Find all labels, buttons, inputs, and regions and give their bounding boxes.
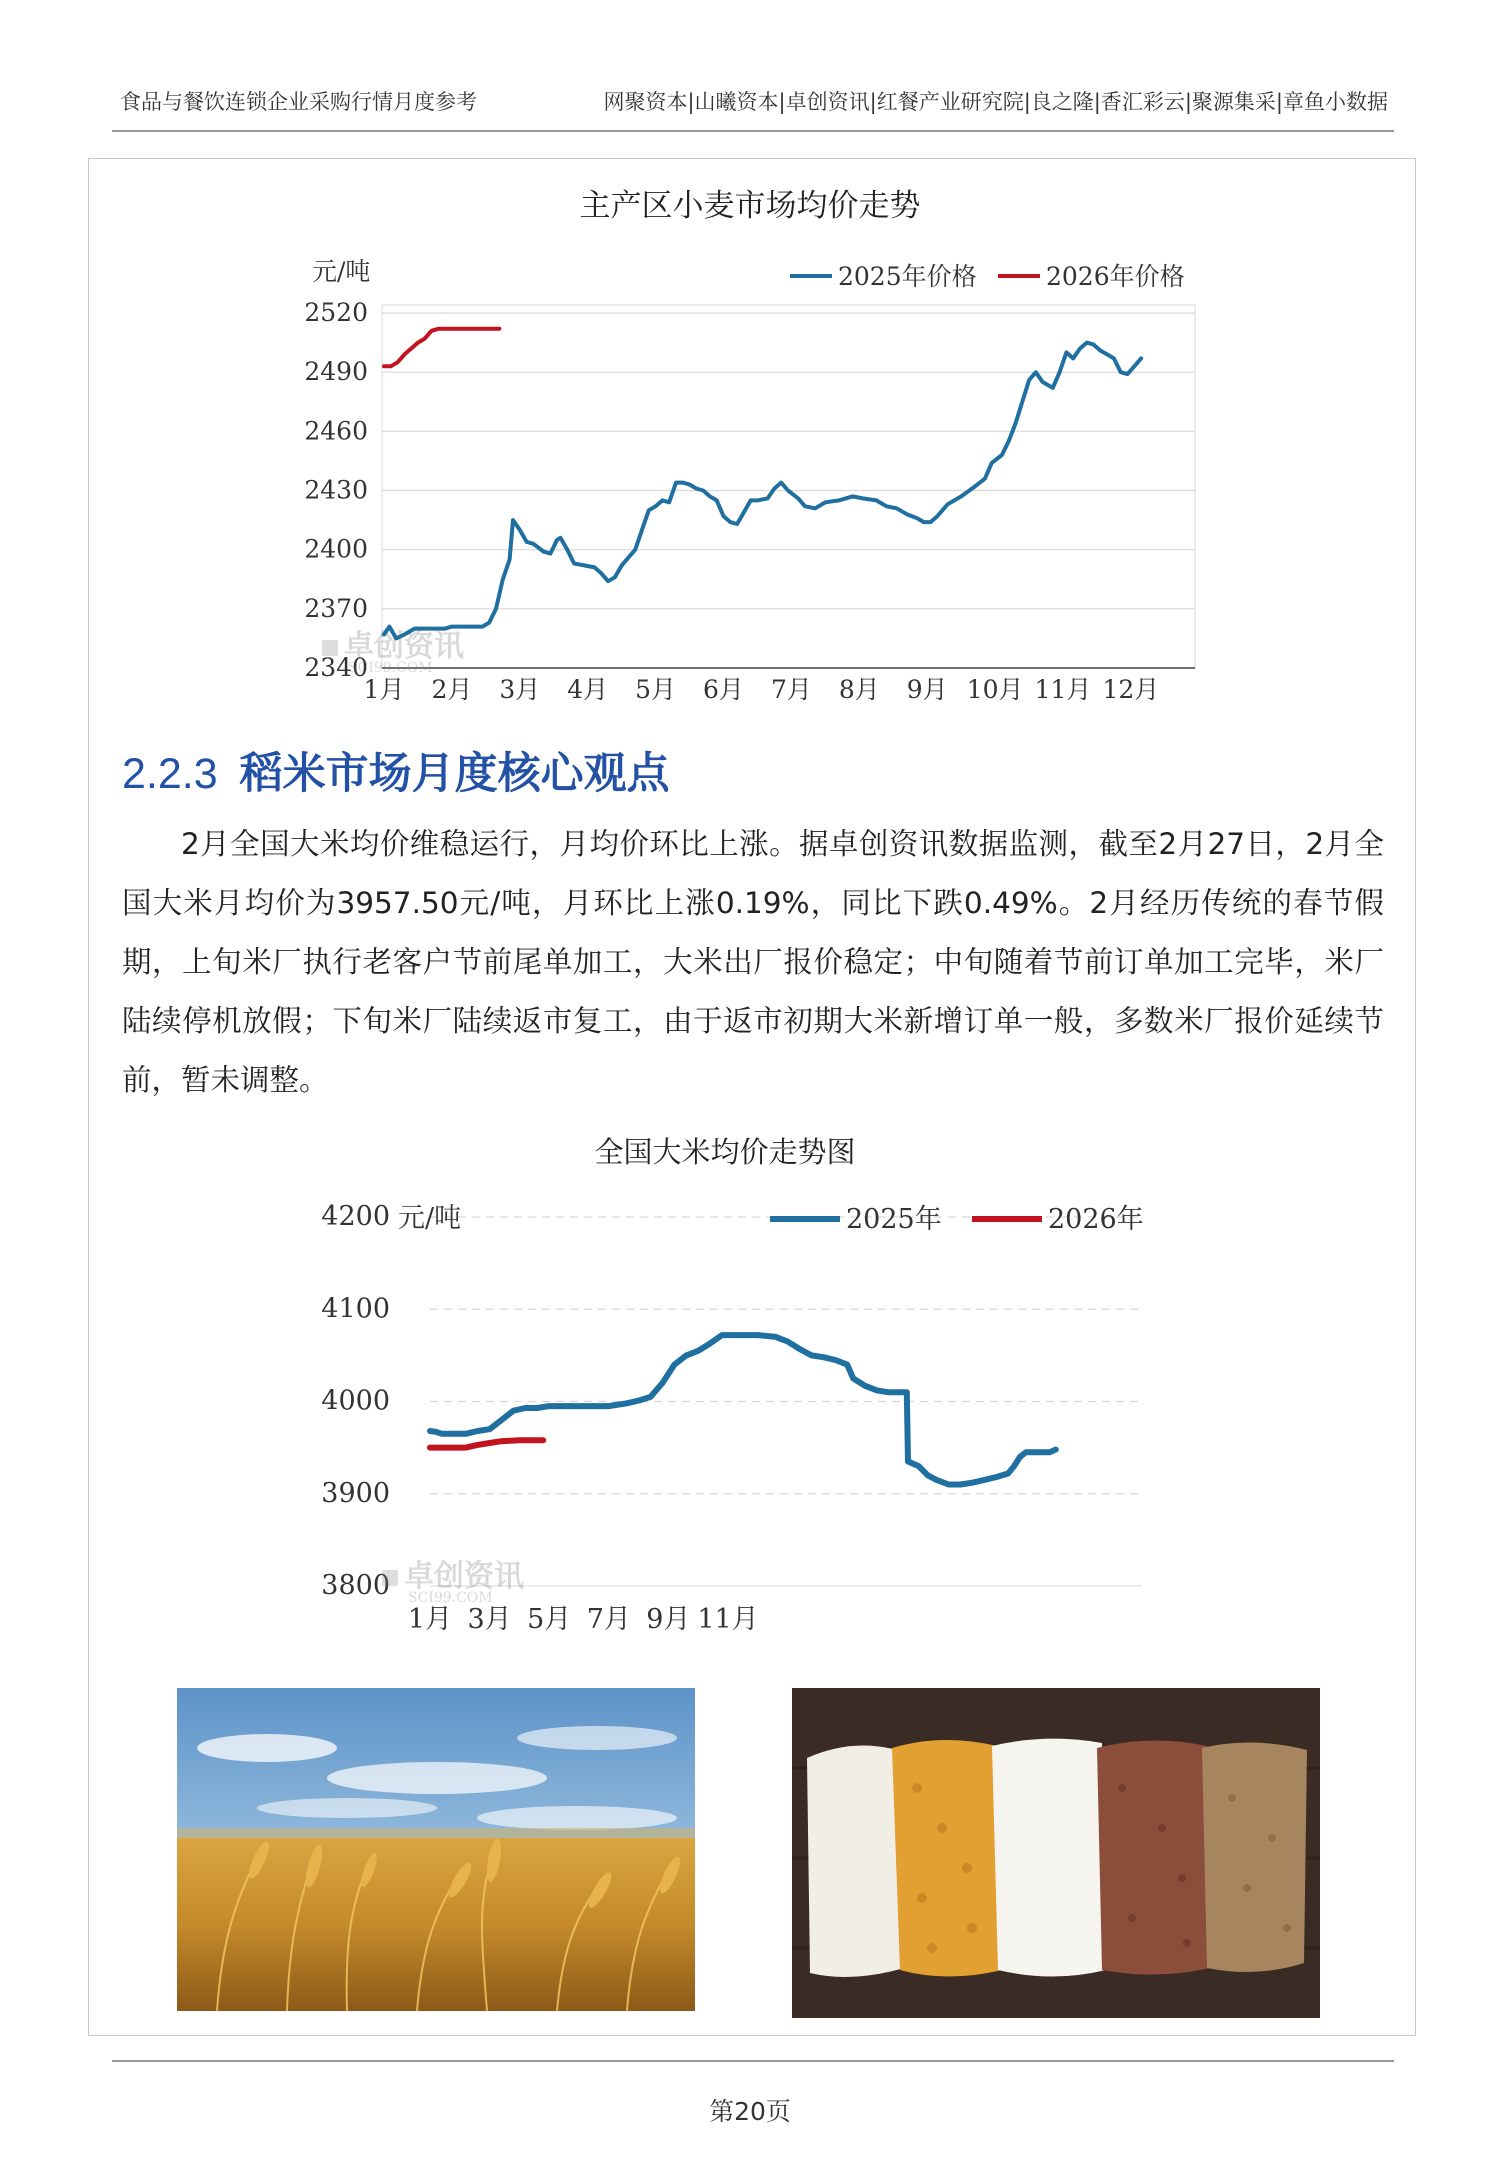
legend-label-1: 2025年: [846, 1204, 942, 1235]
header-divider: [112, 130, 1394, 132]
page-number: 第20页: [709, 2097, 791, 2126]
series-line-2: [384, 329, 499, 367]
y-tick-label: 2490: [304, 357, 368, 387]
watermark-text: 卓创资讯: [344, 629, 464, 664]
x-tick-label: 7月: [586, 1604, 631, 1635]
x-tick-label: 1月: [407, 1604, 453, 1635]
x-tick-label: 1月: [363, 675, 405, 704]
section-title: 稻米市场月度核心观点: [239, 749, 670, 799]
x-tick-label: 11月: [1034, 675, 1092, 704]
x-tick-label: 2月: [431, 675, 473, 704]
y-tick-label: 2400: [304, 534, 368, 564]
footer-divider: [112, 2060, 1394, 2062]
x-tick-label: 11月: [697, 1604, 759, 1635]
y-tick-label: 4000: [321, 1385, 390, 1417]
watermark-text: 卓创资讯: [404, 1559, 524, 1594]
watermark-sub: SCI99.COM: [408, 1590, 493, 1606]
y-unit-label: 元/吨: [398, 1203, 462, 1234]
x-tick-label: 10月: [966, 675, 1024, 704]
y-tick-label: 2460: [304, 416, 368, 446]
section-heading: [122, 740, 670, 801]
y-tick-label: 2370: [304, 593, 368, 623]
watermark-logo: [322, 640, 338, 656]
x-tick-label: 8月: [838, 675, 880, 704]
x-tick-label: 5月: [635, 675, 677, 704]
grains-photo: [792, 1688, 1320, 2018]
series-line-2: [430, 1440, 543, 1447]
y-unit-label: 元/吨: [312, 257, 371, 286]
y-tick-label: 2340: [304, 653, 368, 682]
y-tick-label: 2430: [304, 475, 368, 505]
rice-price-chart: [300, 1185, 1180, 1655]
section-number: 2.2.3: [122, 750, 218, 798]
x-tick-label: 3月: [467, 1604, 512, 1635]
legend-label-2: 2026年价格: [1046, 262, 1185, 291]
rice-chart-title: 全国大米均价走势图: [594, 1135, 856, 1169]
wheat-chart-title: 主产区小麦市场均价走势: [579, 188, 921, 224]
wheat-field-photo: [177, 1688, 695, 2011]
x-tick-label: 9月: [646, 1604, 691, 1635]
y-tick-label: 4100: [321, 1293, 390, 1325]
x-tick-label: 6月: [703, 675, 744, 704]
y-tick-label: 4200: [321, 1201, 390, 1232]
wheat-price-chart: [300, 250, 1220, 720]
x-tick-label: 7月: [770, 675, 812, 704]
header-right-sources: 网聚资本|山曦资本|卓创资讯|红餐产业研究院|良之隆|香汇彩云|聚源集采|章鱼小数据: [603, 90, 1388, 114]
legend-label-2: 2026年: [1048, 1204, 1144, 1235]
header-left-title: 食品与餐饮连锁企业采购行情月度参考: [120, 90, 477, 114]
section-paragraph: 2月全国大米均价维稳运行，月均价环比上涨。据卓创资讯数据监测，截至2月27日，2月全国大米月均价为3957.50元/吨，月环比上涨0.19%，同比下跌0.49%。2月经历传统的春节假期，上旬米厂执行老客户节前尾单加工，大米出厂报价稳定；中旬随着节前订单加工完毕，米厂陆续停机放假；下旬米厂陆续返市复工，由于返市初期大米新增订单一般，多数米厂报价延续节前，暂未调整。: [122, 827, 1384, 1097]
watermark: [382, 1559, 524, 1606]
legend-label-1: 2025年价格: [838, 262, 977, 291]
x-tick-label: 4月: [567, 675, 609, 704]
watermark-sub: SCI99.COM: [348, 660, 433, 676]
watermark-logo: [382, 1570, 398, 1586]
x-tick-label: 9月: [906, 675, 948, 704]
series-line-1: [430, 1335, 1056, 1484]
x-tick-label: 5月: [527, 1604, 572, 1635]
x-tick-label: 3月: [499, 675, 541, 704]
y-tick-label: 3900: [321, 1477, 390, 1509]
x-tick-label: 12月: [1102, 675, 1160, 704]
y-tick-label: 3800: [321, 1570, 390, 1601]
y-tick-label: 2520: [304, 298, 368, 327]
